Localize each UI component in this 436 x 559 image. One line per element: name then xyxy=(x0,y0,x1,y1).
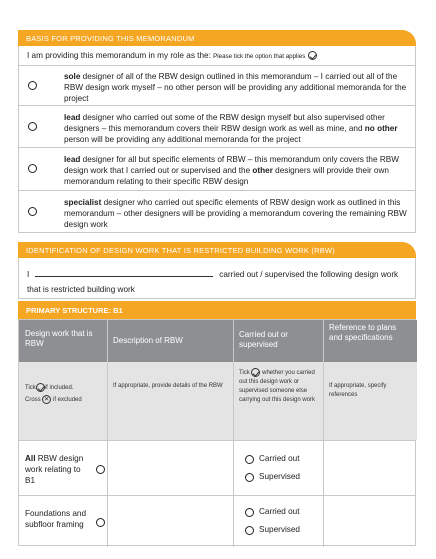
basis-intro: I am providing this memorandum in my role as the: xyxy=(27,51,211,60)
identification-section-header xyxy=(18,242,416,258)
option-text-2: designers will provide their own memorandum relating to their specific RBW design xyxy=(64,166,389,186)
sub-design-work: Tick if included. Cross ✕ if excluded xyxy=(19,362,107,440)
identification-row xyxy=(18,258,416,299)
option-text-2: person will be providing any additional memorandа for the project xyxy=(64,135,301,144)
identification-title: IDENTIFICATION OF DESIGN WORK THAT IS RESTRICTED BUILDING WORK (RBW) xyxy=(26,246,335,255)
col-header-design-work: Design work that is RBW xyxy=(19,320,107,362)
sub-carried-out: Tick whether you carried out this design work or supervised someone else carrying out this design work xyxy=(233,362,323,440)
basis-option-lead-partial xyxy=(18,148,416,191)
option-bold: specialist xyxy=(64,198,102,207)
basis-option-lead-all xyxy=(18,106,416,148)
option-bold-2: other xyxy=(252,166,273,175)
basis-title: BASIS FOR PROVIDING THIS MEMORANDUM xyxy=(26,34,195,43)
tick-icon xyxy=(308,51,317,60)
carried-out-radio[interactable] xyxy=(245,508,254,517)
option-text: designer of all of the RBW design outlined in this memorandum – I carried out all of the RBW design work myself – no other person will be providing any additional memoranda for the project xyxy=(64,72,407,103)
supervised-radio[interactable] xyxy=(245,473,254,482)
option-bold: sole xyxy=(64,72,81,81)
sub-reference: If appropriate, specify references xyxy=(323,362,417,440)
supervised-radio[interactable] xyxy=(245,526,254,535)
include-radio[interactable] xyxy=(96,465,105,474)
primary-table xyxy=(18,319,416,546)
col-header-carried-out: Carried out or supervised xyxy=(233,320,323,362)
row-label: All RBW design work relating to B1 xyxy=(25,454,84,485)
column-divider xyxy=(107,320,108,547)
basis-section-header xyxy=(18,30,416,46)
basis-intro-note: Please tick the option that applies xyxy=(213,53,306,60)
primary-section-header xyxy=(18,301,416,319)
col-header-description: Description of RBW xyxy=(107,320,233,362)
col-header-reference: Reference to plans and specifications xyxy=(323,320,417,362)
carried-out-label: Carried out xyxy=(259,454,300,463)
carried-out-label: Carried out xyxy=(259,507,300,516)
identification-suffix: carried out / supervised the following design work xyxy=(219,270,399,279)
basis-option-sole xyxy=(18,66,416,106)
carried-out-radio[interactable] xyxy=(245,455,254,464)
table-row xyxy=(19,440,415,495)
radio-lead-partial[interactable] xyxy=(28,164,37,173)
radio-specialist[interactable] xyxy=(28,207,37,216)
option-bold: lead xyxy=(64,155,81,164)
identification-prefix: I xyxy=(27,270,30,279)
column-divider xyxy=(233,320,234,547)
radio-sole[interactable] xyxy=(28,81,37,90)
basis-intro-row xyxy=(18,46,416,66)
primary-title: PRIMARY STRUCTURE: B1 xyxy=(26,306,123,315)
table-row xyxy=(19,495,415,547)
supervised-label: Supervised xyxy=(259,472,300,481)
option-text: designer who carried out some of the RBW design myself but also supervised other designers – this memorandum covers their RBW design work as well as mine, and xyxy=(64,113,385,133)
supervised-label: Supervised xyxy=(259,525,300,534)
tick-icon xyxy=(251,368,260,377)
option-bold: lead xyxy=(64,113,81,122)
tick-icon xyxy=(36,383,45,392)
basis-option-specialist xyxy=(18,191,416,233)
include-radio[interactable] xyxy=(96,518,105,527)
cross-icon xyxy=(42,395,51,404)
identification-line2: that is restricted building work xyxy=(27,285,135,294)
option-text: designer who carried out specific elements of RBW design work as outlined in this memorandum – other designers will be providing a memorandum covering the remaining RBW design work xyxy=(64,198,407,229)
row-label: Foundations and subfloor framing xyxy=(25,509,86,529)
option-bold-2: no other xyxy=(364,124,398,133)
column-divider xyxy=(323,320,324,547)
radio-lead-all[interactable] xyxy=(28,122,37,131)
sub-description: If appropriate, provide details of the RBW xyxy=(107,362,233,440)
option-text: designer for all but specific elements of RBW – this memorandum only covers the RBW design work that I carried out or supervised and the xyxy=(64,155,399,175)
name-input-line[interactable] xyxy=(35,268,213,277)
